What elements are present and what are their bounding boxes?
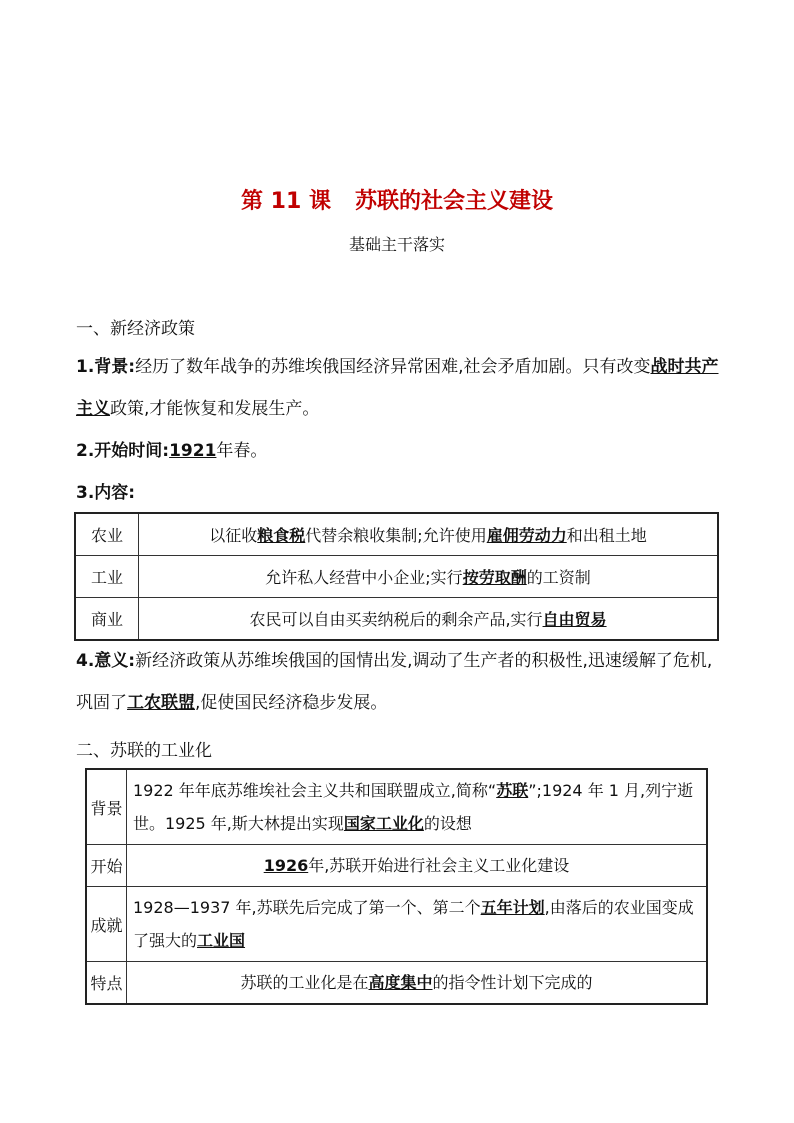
text: 新经济政策从苏维埃俄国的国情出发,调动了生产者的积极性,迅速缓解了危机,巩固了 bbox=[76, 651, 713, 713]
text: 年春。 bbox=[216, 441, 268, 461]
section-heading-2: 二、苏联的工业化 bbox=[76, 741, 212, 761]
keyword: 战时共产主义 bbox=[76, 357, 719, 419]
row-content bbox=[127, 845, 708, 887]
keyword: 五年计划 bbox=[480, 898, 545, 917]
text: 的工资制 bbox=[526, 568, 591, 587]
paragraph-content bbox=[76, 472, 720, 514]
text: 的设想 bbox=[423, 814, 472, 833]
text: 政策,才能恢复和发展生产。 bbox=[110, 399, 320, 419]
text: 年,苏联开始进行社会主义工业化建设 bbox=[308, 856, 570, 875]
label: 3.内容: bbox=[76, 483, 136, 503]
keyword: 粮食税 bbox=[257, 526, 306, 545]
row-content bbox=[139, 556, 719, 598]
text: 1928—1937 年,苏联先后完成了第一个、第二个 bbox=[133, 898, 481, 917]
row-category: 背景 bbox=[86, 769, 127, 845]
label: 1.背景: bbox=[76, 357, 136, 377]
text: ,由落后的农业国变成了强大的 bbox=[133, 898, 694, 950]
paragraph-background bbox=[76, 346, 720, 430]
row-category: 成就 bbox=[86, 887, 127, 962]
table-row bbox=[75, 598, 718, 641]
table-row bbox=[75, 556, 718, 598]
text: 代替余粮收集制;允许使用 bbox=[305, 526, 487, 545]
text: 的指令性计划下完成的 bbox=[432, 973, 593, 992]
text: 苏联的工业化是在 bbox=[240, 973, 369, 992]
paragraph-significance bbox=[76, 640, 720, 724]
row-category: 农业 bbox=[75, 513, 139, 556]
keyword: 1926 bbox=[263, 856, 309, 875]
keyword: 苏联 bbox=[496, 781, 529, 800]
text: ”;1924 年 1 月,列宁逝世。1925 年,斯大林提出实现 bbox=[133, 781, 694, 833]
table-row bbox=[86, 845, 707, 887]
text: 允许私人经营中小企业;实行 bbox=[265, 568, 463, 587]
nep-content-table bbox=[74, 512, 719, 641]
label: 4.意义: bbox=[76, 651, 136, 671]
text: 1922 年年底苏维埃社会主义共和国联盟成立,简称“ bbox=[133, 781, 497, 800]
text: ,促使国民经济稳步发展。 bbox=[195, 693, 388, 713]
keyword: 1921 bbox=[169, 441, 217, 461]
page-title bbox=[0, 184, 794, 215]
row-content bbox=[139, 513, 719, 556]
keyword: 工农联盟 bbox=[127, 693, 195, 713]
text: 经历了数年战争的苏维埃俄国经济异常困难,社会矛盾加剧。只有改变 bbox=[135, 357, 651, 377]
keyword: 自由贸易 bbox=[542, 610, 607, 629]
keyword: 高度集中 bbox=[368, 973, 433, 992]
table-row bbox=[86, 887, 707, 962]
row-content bbox=[127, 962, 708, 1005]
row-content bbox=[127, 769, 708, 845]
industrialization-table bbox=[85, 768, 708, 1005]
row-category: 工业 bbox=[75, 556, 139, 598]
page-subtitle: 基础主干落实 bbox=[348, 235, 445, 254]
text: 和出租土地 bbox=[566, 526, 647, 545]
row-category: 商业 bbox=[75, 598, 139, 641]
table-row bbox=[86, 962, 707, 1005]
text: 以征收 bbox=[209, 526, 258, 545]
section-heading-1: 一、新经济政策 bbox=[76, 319, 195, 339]
keyword: 工业国 bbox=[197, 931, 246, 950]
lesson-topic: 苏联的社会主义建设 bbox=[354, 189, 553, 214]
lesson-number: 第 11 课 bbox=[241, 189, 331, 214]
label: 2.开始时间: bbox=[76, 441, 170, 461]
text: 农民可以自由买卖纳税后的剩余产品,实行 bbox=[249, 610, 543, 629]
row-content bbox=[127, 887, 708, 962]
row-category: 开始 bbox=[86, 845, 127, 887]
keyword: 国家工业化 bbox=[343, 814, 424, 833]
keyword: 雇佣劳动力 bbox=[486, 526, 567, 545]
row-content bbox=[139, 598, 719, 641]
table-row bbox=[75, 513, 718, 556]
keyword: 按劳取酬 bbox=[462, 568, 527, 587]
row-category: 特点 bbox=[86, 962, 127, 1005]
paragraph-start-time bbox=[76, 430, 720, 472]
table-row bbox=[86, 769, 707, 845]
